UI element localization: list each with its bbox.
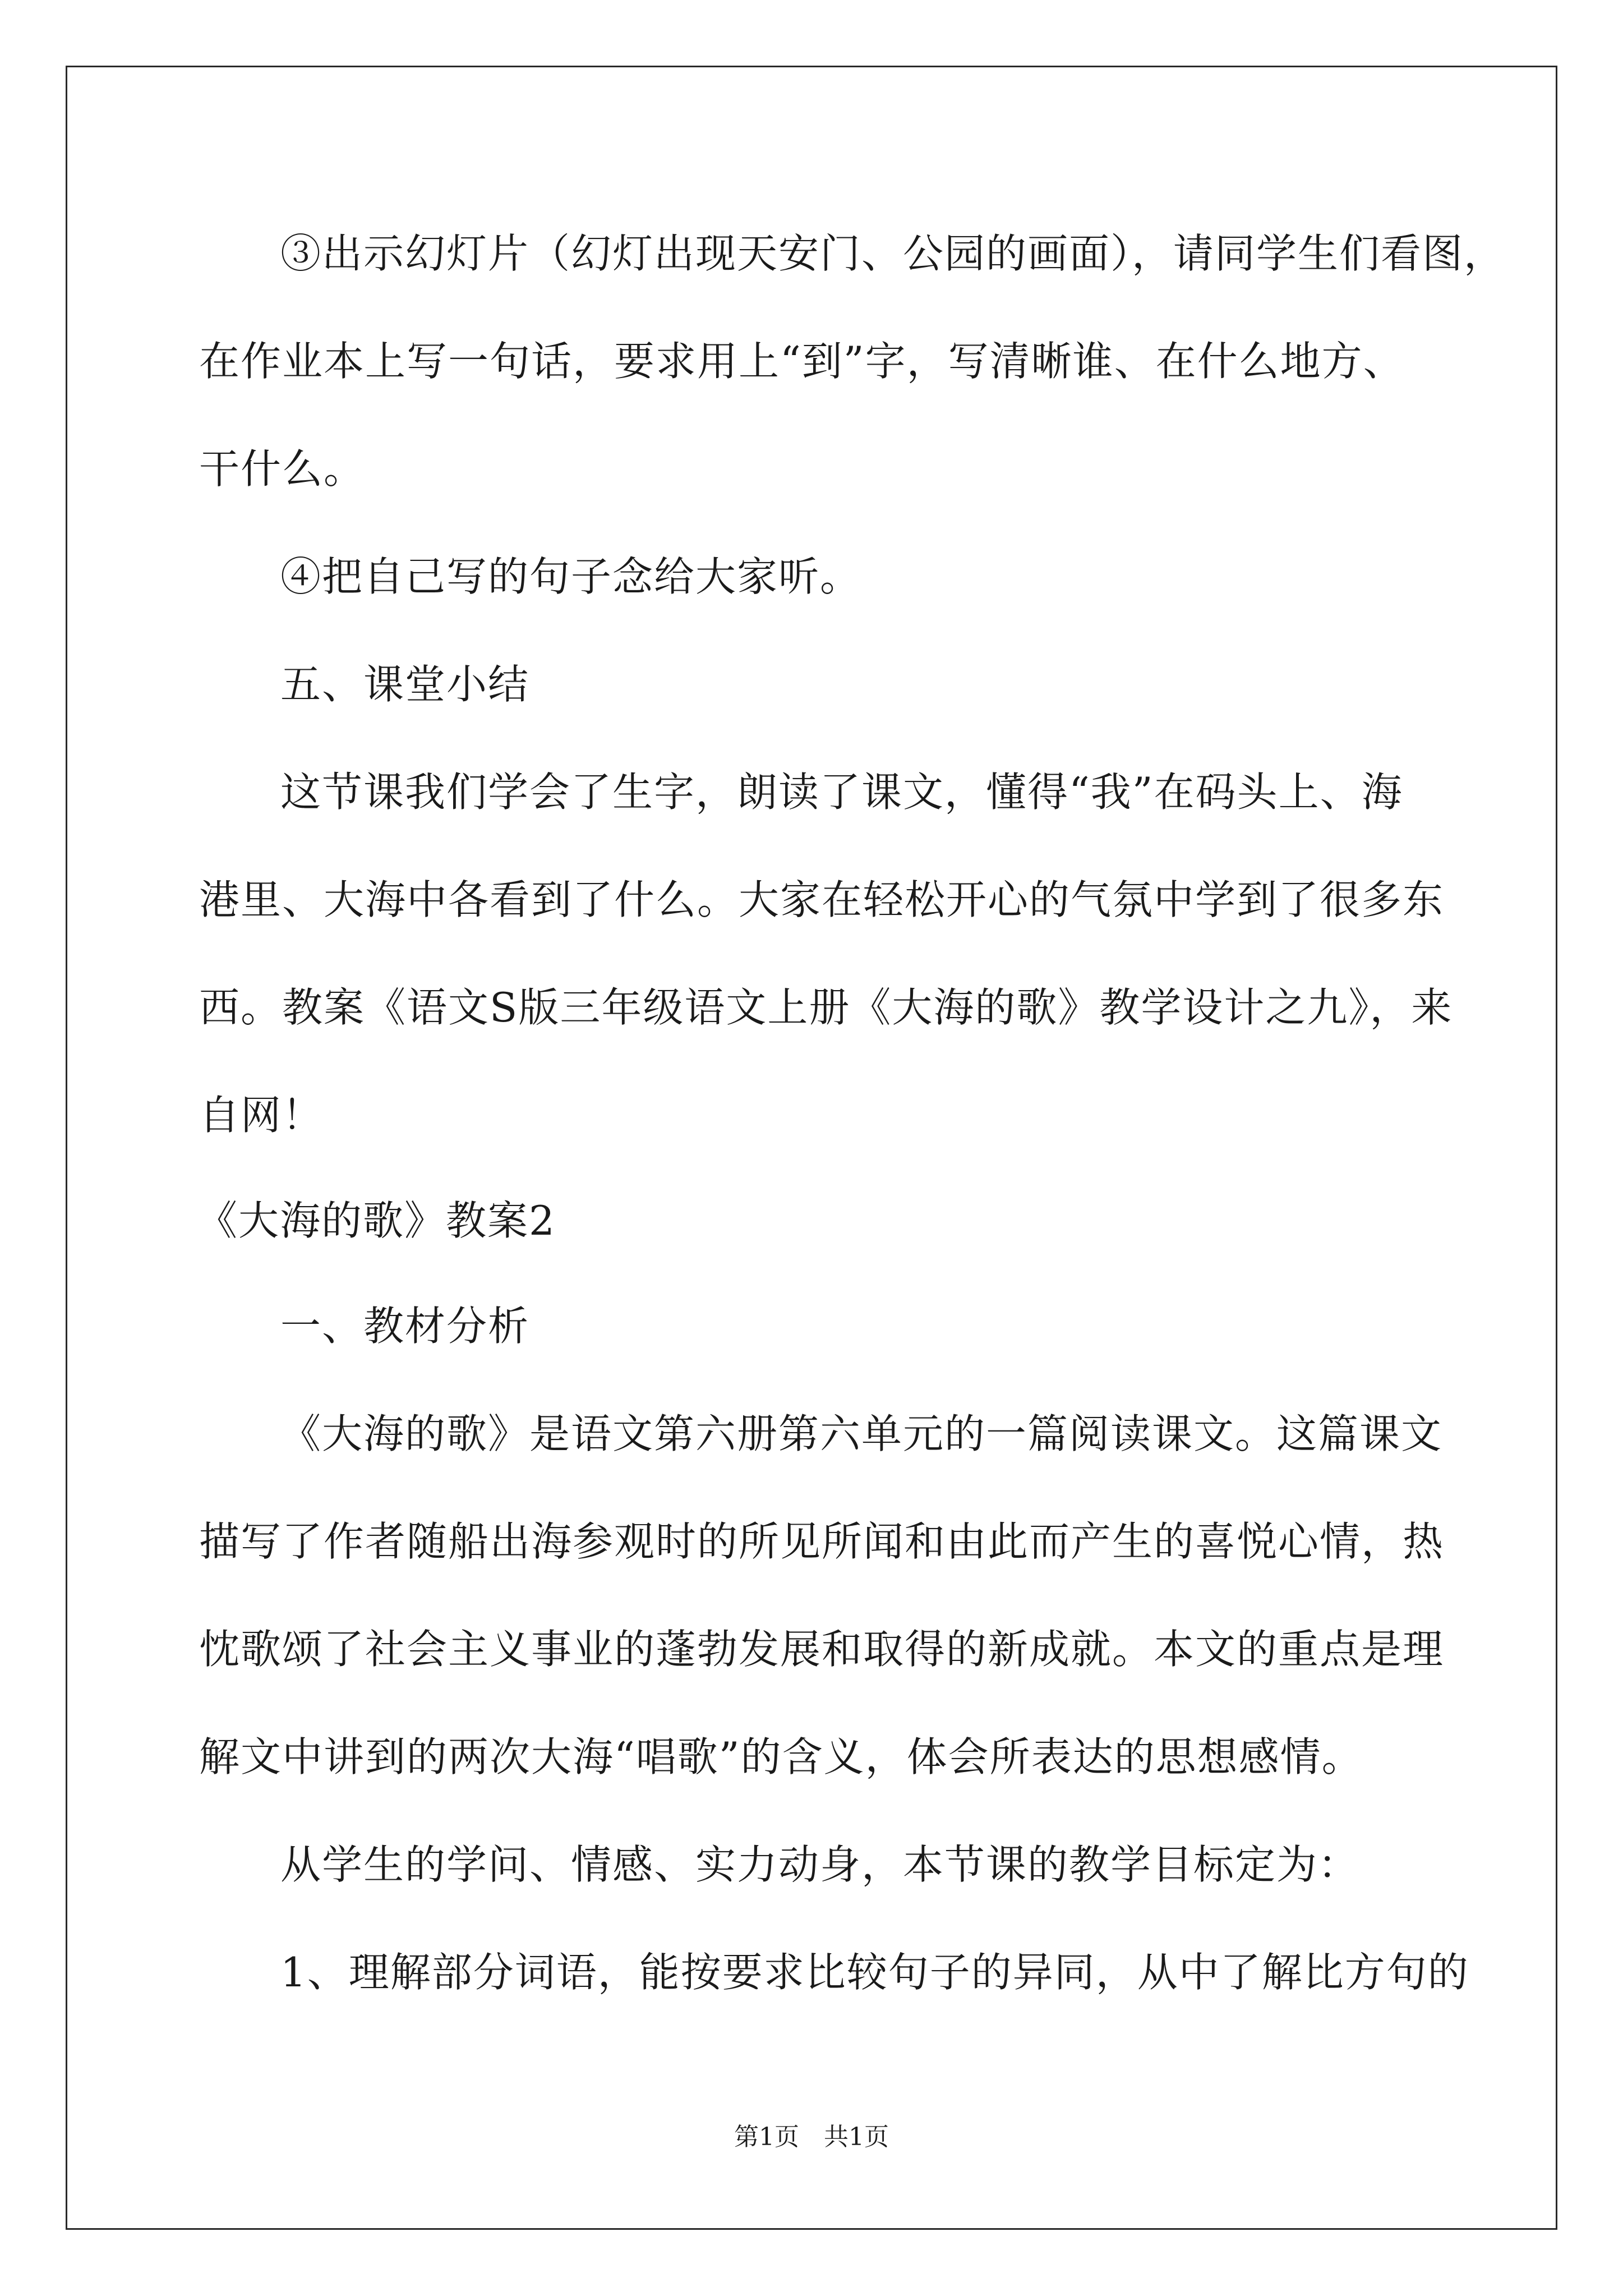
text-line: 在作业本上写一句话，要求用上“到”字，写清晰谁、在什么地方、 [199, 338, 1405, 385]
page-footer: 第1页 共1页 [734, 2123, 889, 2151]
section-heading: 五、课堂小结 [280, 661, 530, 708]
text-line: 西。教案《语文S版三年级语文上册《大海的歌》教学设计之九》，来 [199, 984, 1453, 1031]
text-line: 干什么。 [199, 445, 366, 493]
page-border [66, 66, 1557, 2230]
text-line: ④把自己写的句子念给大家听。 [280, 553, 862, 600]
text-line: ③出示幻灯片（幻灯出现天安门、公园的画面），请同学生们看图， [280, 230, 1506, 277]
text-line: 忱歌颂了社会主义事业的蓬勃发展和取得的新成就。本文的重点是理 [199, 1626, 1445, 1673]
section-heading: 一、教材分析 [280, 1303, 530, 1350]
text-line: 《大海的歌》是语文第六册第六单元的一篇阅读课文。这篇课文 [280, 1410, 1443, 1457]
text-line: 解文中讲到的两次大海“唱歌”的含义，体会所表达的思想感情。 [199, 1733, 1363, 1780]
text-line: 描写了作者随船出海参观时的所见所闻和由此而产生的喜悦心情，热 [199, 1518, 1445, 1565]
text-line: 港里、大海中各看到了什么。大家在轻松开心的气氛中学到了很多东 [199, 876, 1445, 923]
text-line: 1、理解部分词语，能按要求比较句子的异同，从中了解比方句的 [280, 1949, 1469, 1996]
text-line: 自网！ [199, 1092, 324, 1139]
text-line: 从学生的学问、情感、实力动身，本节课的教学目标定为： [280, 1841, 1360, 1888]
text-line: 这节课我们学会了生字，朗读了课文，懂得“我”在码头上、海 [280, 769, 1403, 816]
document-title: 《大海的歌》教案2 [197, 1197, 556, 1244]
